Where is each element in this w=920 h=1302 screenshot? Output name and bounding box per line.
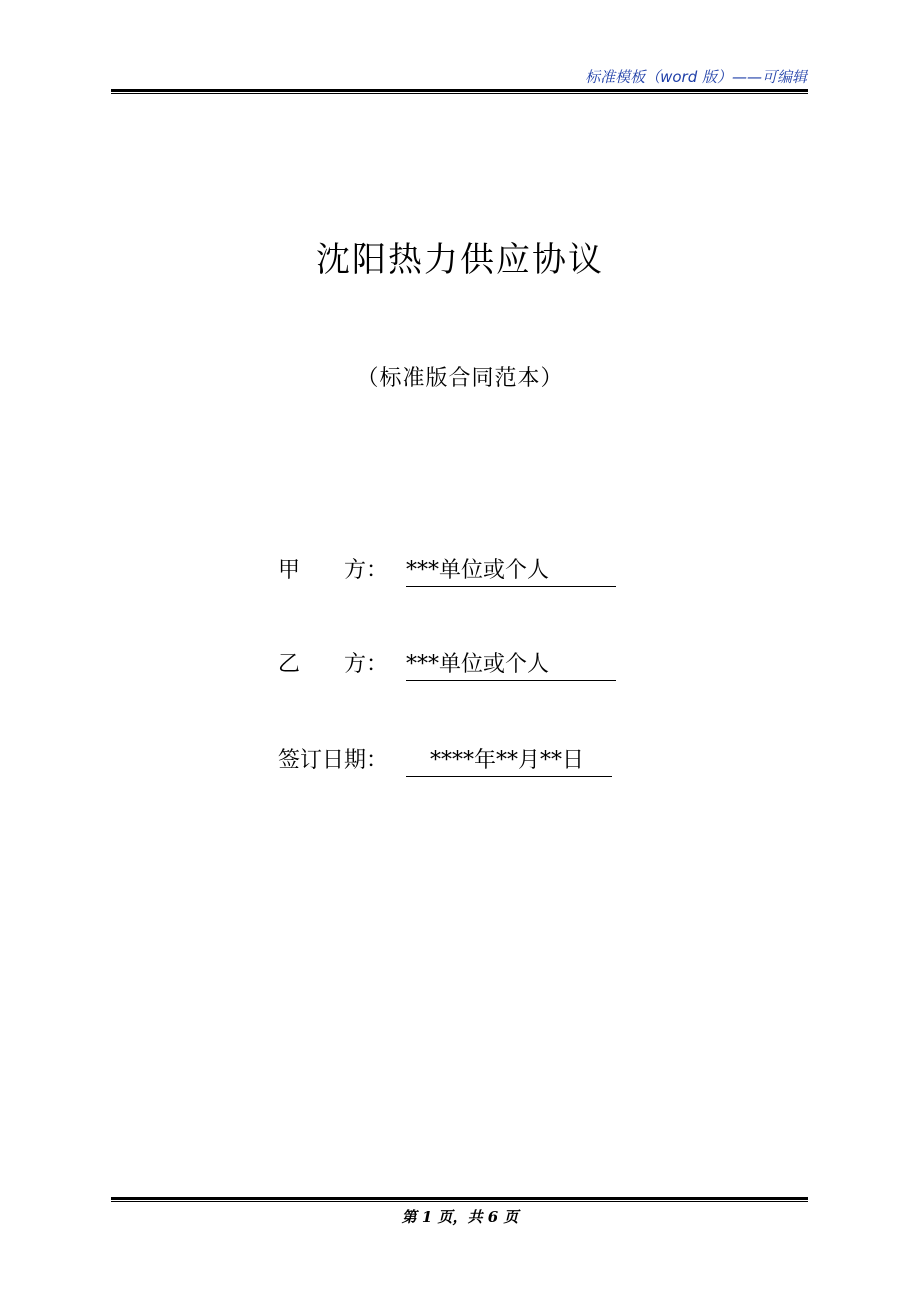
page-number: 第 1 页，共 6 页 xyxy=(401,1208,519,1226)
header-divider xyxy=(111,89,808,94)
footer-divider xyxy=(111,1197,808,1202)
document-subtitle: （标准版合同范本） xyxy=(356,366,564,391)
sign-date-value: ****年**月**日 xyxy=(406,746,612,777)
party-b-label: 乙 方： xyxy=(278,652,389,677)
page-header-text: 标准模板（word 版）——可编辑 xyxy=(585,68,807,86)
party-b-value: ***单位或个人 xyxy=(406,650,616,681)
party-a-label: 甲 方： xyxy=(278,558,389,583)
party-a-value: ***单位或个人 xyxy=(406,556,616,587)
sign-date-label: 签订日期： xyxy=(278,748,389,773)
document-title: 沈阳热力供应协议 xyxy=(316,240,604,280)
